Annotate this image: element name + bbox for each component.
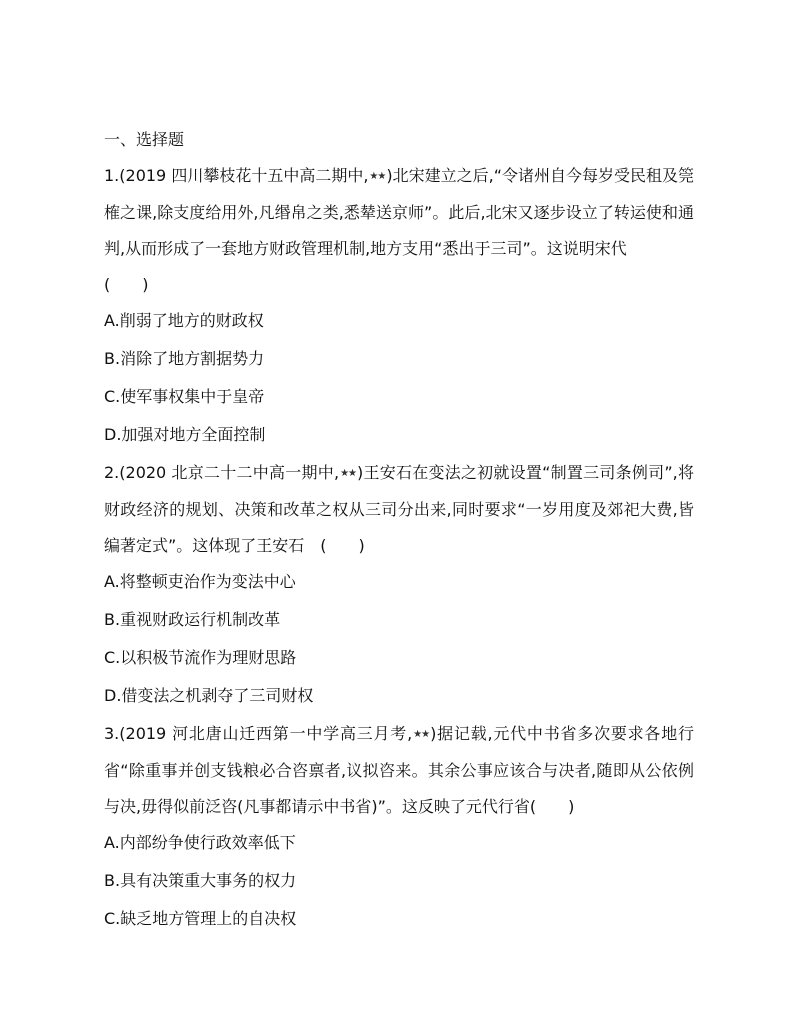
page-content <box>104 128 694 939</box>
option-b: B.具有决策重大事务的权力 <box>104 871 297 890</box>
question-3-text: )据记载,元代中书省多次要求各地行省“除重事并创支钱粮必合咨禀者,议拟咨来。其余公事应该合与决者,随即从公依例与决,毋得似前泛咨(凡事都请示中书省)”。这反映了元代行省( ) <box>104 724 694 816</box>
option-c: C.以积极节流作为理财思路 <box>104 648 297 667</box>
option-b: B.消除了地方割据势力 <box>104 349 265 368</box>
section-title: 一、选择题 <box>104 130 185 149</box>
question-1 <box>104 158 694 455</box>
question-2-options <box>104 564 694 716</box>
option-a: A.削弱了地方的财政权 <box>104 311 264 330</box>
question-1-options <box>104 303 694 455</box>
question-3-source: 3.(2019 河北唐山迁西第一中学高三月考, <box>104 724 413 743</box>
question-1-source: 1.(2019 四川攀枝花十五中高二期中, <box>104 166 369 185</box>
question-2-stem <box>104 455 694 564</box>
question-2-source: 2.(2020 北京二十二中高一期中, <box>104 463 340 482</box>
answer-bracket: ( ) <box>104 275 149 294</box>
difficulty-star-icon: ★★ <box>369 171 386 182</box>
question-2 <box>104 455 694 716</box>
option-a: A.内部纷争使行政效率低下 <box>104 833 296 852</box>
option-c: C.缺乏地方管理上的自决权 <box>104 909 297 928</box>
question-1-text: )北宋建立之后,“令诸州自今每岁受民租及筦榷之课,除支度给用外,凡缗帛之类,悉辇送京师”。此后,北宋又逐步设立了转运使和通判,从而形成了一套地方财政管理机制,地方支用“悉出于三司”。这说明宋代 <box>104 166 694 258</box>
question-2-text: )王安石在变法之初就设置“制置三司条例司”,将财政经济的规划、决策和改革之权从三司分出来,同时要求“一岁用度及郊祀大费,皆编著定式”。这体现了王安石 ( ) <box>104 463 694 555</box>
option-d: D.借变法之机剥夺了三司财权 <box>104 686 314 705</box>
option-b: B.重视财政运行机制改革 <box>104 610 281 629</box>
question-1-stem <box>104 158 694 267</box>
difficulty-star-icon: ★★ <box>413 729 430 740</box>
option-c: C.使军事权集中于皇帝 <box>104 387 265 406</box>
difficulty-star-icon: ★★ <box>340 468 356 479</box>
question-3 <box>104 716 694 939</box>
option-d: D.加强对地方全面控制 <box>104 425 266 444</box>
question-3-options <box>104 825 694 939</box>
question-3-stem <box>104 716 694 825</box>
option-a: A.将整顿吏治作为变法中心 <box>104 572 296 591</box>
